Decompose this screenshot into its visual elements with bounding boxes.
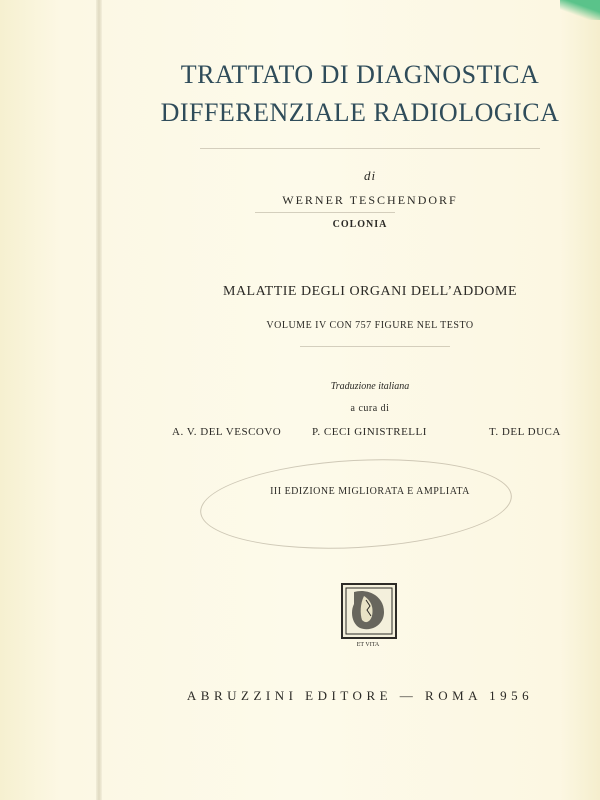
green-corner-mark xyxy=(560,0,600,20)
stamp-ellipse-mark xyxy=(198,452,514,556)
translator-3: T. DEL DUCA xyxy=(489,426,561,438)
title-rule xyxy=(200,148,540,149)
translator-2: P. CECI GINISTRELLI xyxy=(312,426,427,438)
title-line-1: TRATTATO DI DIAGNOSTICA xyxy=(180,60,540,89)
volume-line: VOLUME IV CON 757 FIGURE NEL TESTO xyxy=(266,320,474,331)
author-rule xyxy=(255,212,395,213)
edition-line: III EDIZIONE MIGLIORATA E AMPLIATA xyxy=(270,486,470,497)
publisher-emblem-logo xyxy=(340,582,398,650)
translator-1: A. V. DEL VESCOVO xyxy=(172,426,282,438)
page-spine-shadow xyxy=(96,0,102,800)
subject-heading: MALATTIE DEGLI ORGANI DELL’ADDOME xyxy=(223,284,517,299)
author-prefix: di xyxy=(363,168,377,183)
edited-by-label: a cura di xyxy=(350,403,390,414)
volume-rule xyxy=(300,346,450,347)
emblem-motto: ET VITA xyxy=(356,642,380,648)
publisher-imprint: ABRUZZINI EDITORE — ROMA 1956 xyxy=(186,688,534,703)
title-line-2: DIFFERENZIALE RADIOLOGICA xyxy=(160,98,560,127)
translation-label: Traduzione italiana xyxy=(330,381,410,392)
author-city: COLONIA xyxy=(332,219,388,230)
author-name: WERNER TESCHENDORF xyxy=(282,193,458,207)
